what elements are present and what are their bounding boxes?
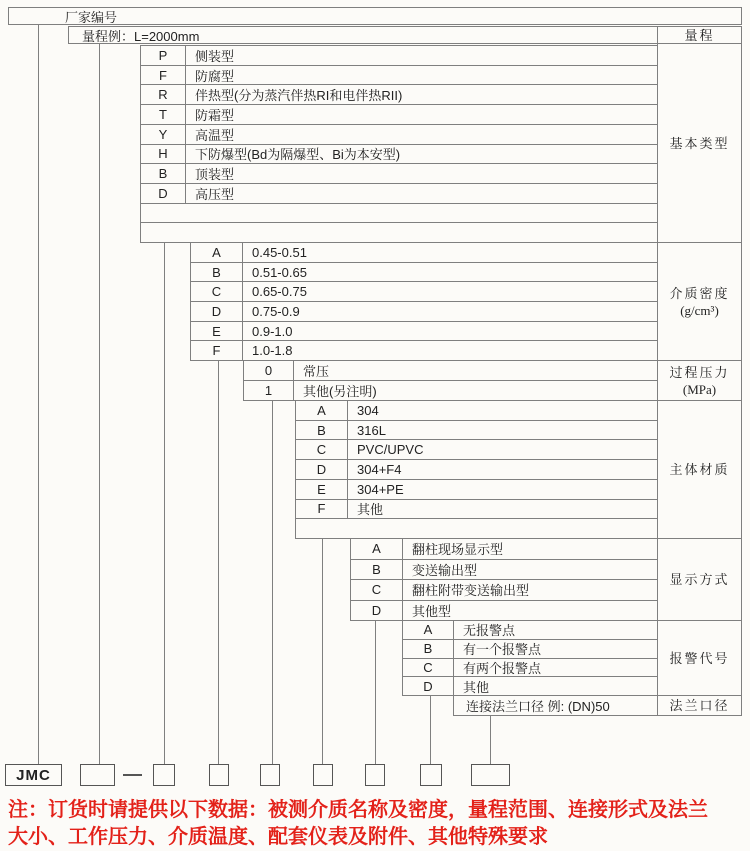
connector-line-range xyxy=(99,43,100,764)
manufacturer-row xyxy=(8,7,742,25)
code-cell: T xyxy=(141,105,186,124)
code-cell: E xyxy=(296,480,348,499)
code-cell: D xyxy=(141,184,186,203)
table-row xyxy=(141,145,657,165)
desc-cell: 下防爆型(Bd为隔爆型、Bi为本安型) xyxy=(195,147,401,163)
table-row xyxy=(296,500,657,520)
density-code-box xyxy=(209,764,229,786)
table-row xyxy=(296,460,657,480)
code-cell: B xyxy=(296,421,348,440)
table-row xyxy=(296,401,657,421)
empty-row xyxy=(141,223,657,242)
code-cell: C xyxy=(191,282,243,301)
desc-cell: 翻柱现场显示型 xyxy=(412,542,504,558)
model-prefix-box: JMC xyxy=(5,764,62,786)
label-flange-size: 法兰口径 xyxy=(669,698,730,713)
flange-size-text: 连接法兰口径 例: (DN)50 xyxy=(466,699,610,714)
basic-type-code-box xyxy=(153,764,175,786)
label-material: 主体材质 xyxy=(658,401,741,539)
desc-cell: 顶装型 xyxy=(195,167,235,183)
code-cell: D xyxy=(403,677,454,695)
desc-cell: 其他(另注明) xyxy=(303,384,377,399)
connector-line-density xyxy=(218,360,219,764)
table-row xyxy=(191,243,657,263)
range-row xyxy=(68,26,657,44)
flange-code-box xyxy=(471,764,510,786)
label-alarm-code: 报警代号 xyxy=(658,621,741,696)
dash-separator xyxy=(123,774,142,776)
manufacturer-label: 厂家编号 xyxy=(65,9,118,25)
table-row xyxy=(351,580,657,601)
desc-cell: 0.45-0.51 xyxy=(252,244,307,260)
connector-line-flange xyxy=(490,715,491,764)
table-row xyxy=(403,659,657,678)
code-cell: A xyxy=(403,621,454,639)
empty-row xyxy=(296,519,657,538)
code-cell: F xyxy=(191,341,243,360)
table-row xyxy=(191,322,657,342)
code-cell: H xyxy=(141,145,186,164)
table-row xyxy=(351,560,657,581)
desc-cell: 防霜型 xyxy=(195,107,235,123)
desc-cell: 304+PE xyxy=(357,481,404,497)
desc-cell: 其他型 xyxy=(412,603,452,619)
desc-cell: 无报警点 xyxy=(463,623,516,639)
order-note-line1: 注：订货时请提供以下数据：被测介质名称及密度，量程范围、连接形式及法兰 xyxy=(8,799,708,821)
code-cell: C xyxy=(403,659,454,677)
code-cell: 0 xyxy=(244,361,294,380)
table-row xyxy=(191,263,657,283)
table-row xyxy=(403,640,657,659)
display-code-box xyxy=(365,764,385,786)
desc-cell: 1.0-1.8 xyxy=(252,343,293,359)
desc-cell: 常压 xyxy=(303,364,330,379)
desc-cell: 其他 xyxy=(463,679,490,695)
display-mode-table xyxy=(350,538,657,621)
material-code-box xyxy=(313,764,333,786)
table-row xyxy=(244,381,657,400)
desc-cell: 变送输出型 xyxy=(412,562,478,578)
table-row xyxy=(141,184,657,204)
order-note xyxy=(8,797,748,851)
code-cell: R xyxy=(141,85,186,104)
table-row xyxy=(403,677,657,695)
code-cell: P xyxy=(141,46,186,65)
code-cell: C xyxy=(351,580,403,600)
pressure-code-box xyxy=(260,764,280,786)
alarm-code-table xyxy=(402,620,657,696)
table-row xyxy=(191,302,657,322)
code-cell: D xyxy=(296,460,348,479)
table-row xyxy=(351,601,657,621)
connector-line-basic-type xyxy=(164,242,165,764)
code-cell: D xyxy=(351,601,403,621)
table-row xyxy=(141,46,657,66)
table-row xyxy=(296,421,657,441)
range-example-label: 量程例：L=2000mm xyxy=(82,28,200,44)
code-cell: B xyxy=(403,640,454,658)
code-cell: A xyxy=(296,401,348,420)
desc-cell: 翻柱附带变送输出型 xyxy=(412,583,530,599)
desc-cell: 高温型 xyxy=(195,127,235,143)
pressure-table xyxy=(243,360,657,401)
code-cell: C xyxy=(296,440,348,459)
code-cell: A xyxy=(351,539,403,559)
table-row xyxy=(403,621,657,640)
code-cell: B xyxy=(141,164,186,183)
code-cell: 1 xyxy=(244,381,294,400)
table-row xyxy=(454,696,657,715)
code-cell: E xyxy=(191,322,243,341)
code-cell: B xyxy=(351,560,403,580)
flange-size-row xyxy=(453,695,657,716)
material-table xyxy=(295,400,657,539)
label-basic-type: 基本类型 xyxy=(658,44,741,243)
alarm-code-box xyxy=(420,764,442,786)
code-cell: F xyxy=(296,500,348,519)
desc-cell: 侧装型 xyxy=(195,48,235,64)
table-row xyxy=(191,282,657,302)
desc-cell: 316L xyxy=(357,422,386,438)
table-row xyxy=(351,539,657,560)
label-density: 介质密度 (g/cm³) xyxy=(658,243,741,361)
table-row xyxy=(141,164,657,184)
label-density-unit: (g/cm³) xyxy=(680,302,719,318)
desc-cell: 高压型 xyxy=(195,186,235,202)
desc-cell: 0.75-0.9 xyxy=(252,303,300,319)
desc-cell: 0.65-0.75 xyxy=(252,284,307,300)
table-row xyxy=(191,341,657,360)
order-note-line2: 大小、工作压力、介质温度、配套仪表及附件、其他特殊要求 xyxy=(8,826,548,848)
desc-cell: 304 xyxy=(357,402,379,418)
label-pressure-unit: (MPa) xyxy=(682,381,717,397)
empty-row xyxy=(141,204,657,224)
desc-cell: 0.9-1.0 xyxy=(252,323,293,339)
desc-cell: 有一个报警点 xyxy=(463,642,542,658)
table-row xyxy=(141,105,657,125)
label-display-mode: 显示方式 xyxy=(658,539,741,621)
desc-cell: 304+F4 xyxy=(357,462,402,478)
code-cell: Y xyxy=(141,125,186,144)
desc-cell: 0.51-0.65 xyxy=(252,264,307,280)
table-row xyxy=(244,361,657,381)
table-row xyxy=(141,125,657,145)
code-cell: A xyxy=(191,243,243,262)
connector-line-display xyxy=(375,620,376,764)
desc-cell: 有两个报警点 xyxy=(463,660,542,676)
table-row xyxy=(141,85,657,105)
connector-line-pressure xyxy=(272,400,273,764)
label-column xyxy=(657,26,742,716)
desc-cell: 防腐型 xyxy=(195,68,235,84)
connector-line-manufacturer xyxy=(38,24,39,764)
desc-cell: PVC/UPVC xyxy=(357,442,424,458)
table-row xyxy=(296,480,657,500)
code-cell: D xyxy=(191,302,243,321)
label-range: 量程 xyxy=(658,27,741,44)
table-row xyxy=(141,66,657,86)
label-pressure: 过程压力 (MPa) xyxy=(658,361,741,401)
connector-line-material xyxy=(322,538,323,764)
density-table xyxy=(190,242,657,361)
table-row xyxy=(296,440,657,460)
desc-cell: 其他 xyxy=(357,502,384,518)
code-cell: B xyxy=(191,263,243,282)
basic-type-table xyxy=(140,45,657,243)
connector-line-alarm xyxy=(430,695,431,764)
range-code-box xyxy=(80,764,115,786)
code-cell: F xyxy=(141,66,186,85)
desc-cell: 伴热型(分为蒸汽伴热RI和电伴热RII) xyxy=(195,88,403,104)
